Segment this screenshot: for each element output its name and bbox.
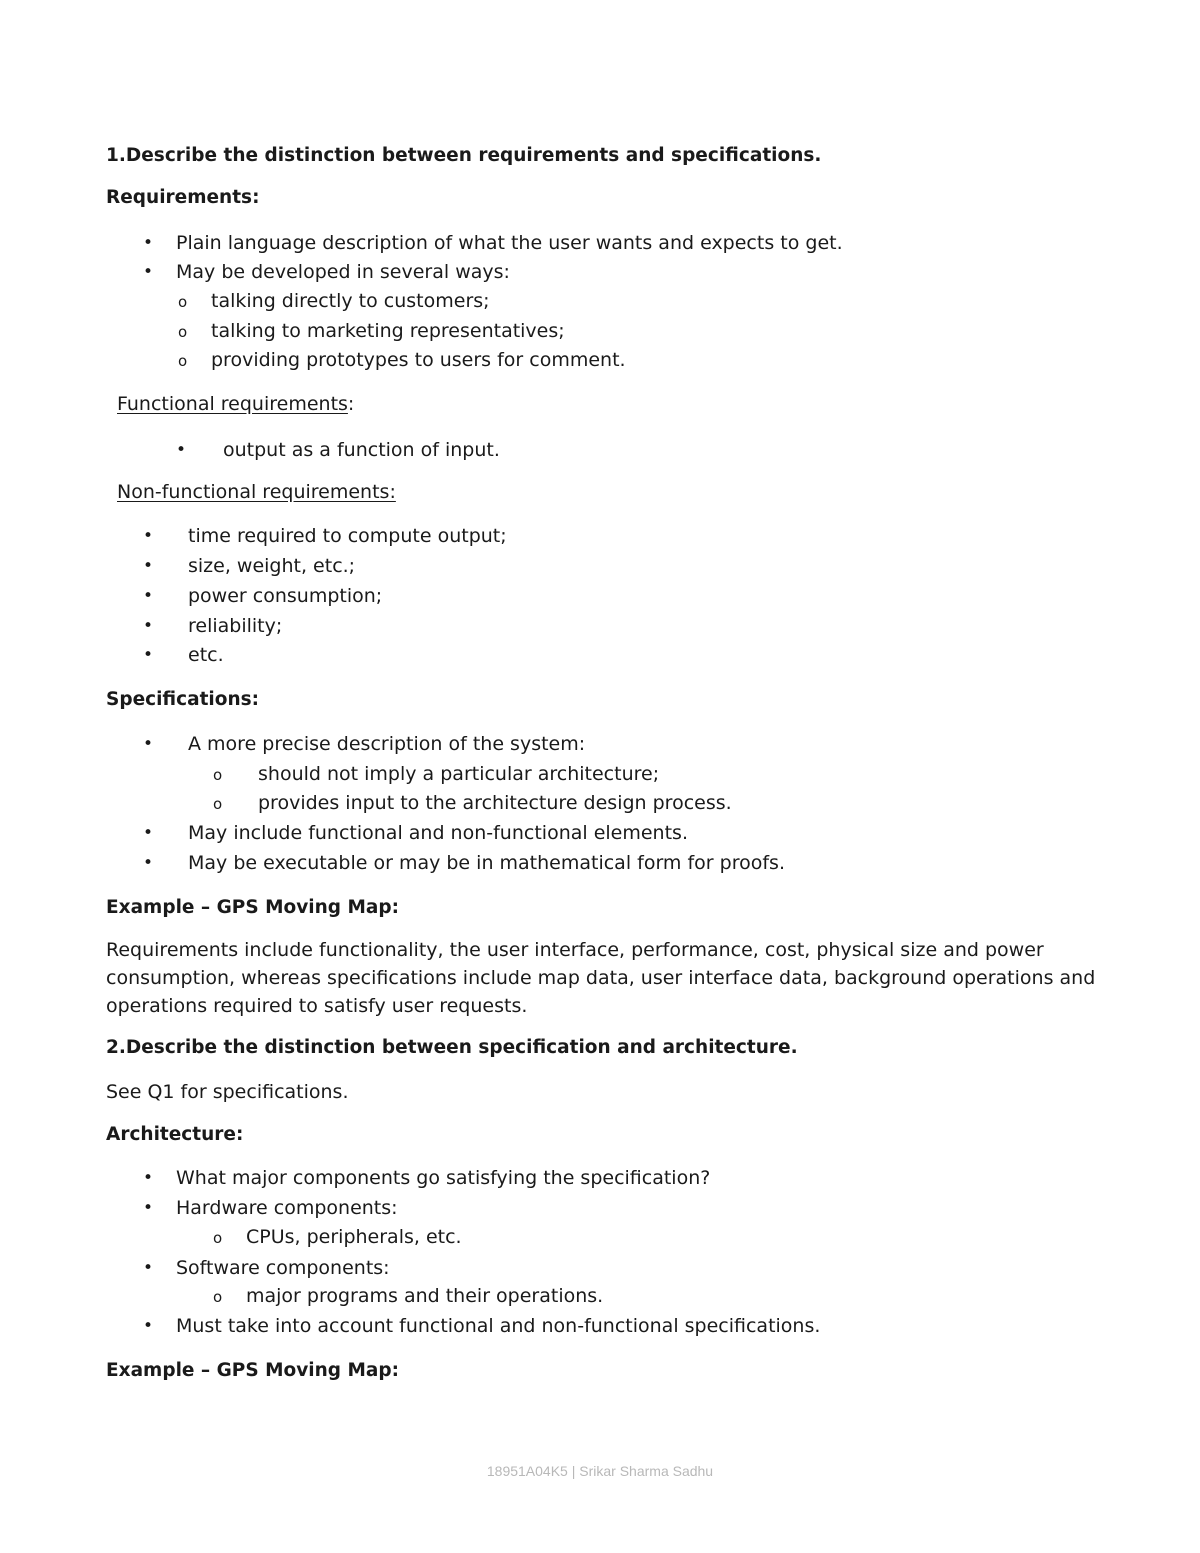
sub-bullet-icon: o <box>178 352 188 370</box>
example-label: Example – GPS Moving Map: <box>106 897 400 918</box>
sub-list-item: should not imply a particular architecture; <box>258 763 660 785</box>
bullet-icon: • <box>143 1198 154 1218</box>
bullet-icon: • <box>143 1168 154 1188</box>
bullet-icon: • <box>143 734 154 754</box>
bullet-icon: • <box>143 853 154 873</box>
list-item: A more precise description of the system: <box>188 733 586 755</box>
list-item: Hardware components: <box>176 1197 398 1219</box>
list-item: reliability; <box>188 615 283 637</box>
sub-bullet-icon: o <box>213 795 223 813</box>
list-item: May be developed in several ways: <box>176 261 510 283</box>
sub-list-item: talking directly to customers; <box>211 290 490 312</box>
sub-list-item: CPUs, peripherals, etc. <box>246 1226 462 1248</box>
nonfunctional-requirements-label: Non-functional requirements: <box>117 481 396 503</box>
list-item: Software components: <box>176 1257 390 1279</box>
bullet-icon: • <box>143 823 154 843</box>
list-item: output as a function of input. <box>223 439 500 461</box>
specifications-label: Specifications: <box>106 689 260 710</box>
bullet-icon: • <box>143 262 154 282</box>
sub-bullet-icon: o <box>213 766 223 784</box>
requirements-label: Requirements: <box>106 187 260 208</box>
page-footer: 18951A04K5 | Srikar Sharma Sadhu <box>486 1463 714 1479</box>
sub-bullet-icon: o <box>213 1229 223 1247</box>
list-item: size, weight, etc.; <box>188 555 356 577</box>
architecture-label: Architecture: <box>106 1124 244 1145</box>
example-label: Example – GPS Moving Map: <box>106 1360 400 1381</box>
bullet-icon: • <box>143 526 154 546</box>
sub-bullet-icon: o <box>213 1288 223 1306</box>
list-item: May be executable or may be in mathematical form for proofs. <box>188 852 785 874</box>
list-item: power consumption; <box>188 585 383 607</box>
sub-list-item: providing prototypes to users for comment. <box>211 349 626 371</box>
bullet-icon: • <box>143 616 154 636</box>
list-item: What major components go satisfying the specification? <box>176 1167 711 1189</box>
sub-list-item: talking to marketing representatives; <box>211 320 565 342</box>
functional-requirements-label: Functional requirements: <box>117 393 355 415</box>
bullet-icon: • <box>143 586 154 606</box>
list-item: time required to compute output; <box>188 525 507 547</box>
q2-heading: 2.Describe the distinction between specification and architecture. <box>106 1037 798 1058</box>
bullet-icon: • <box>143 1316 154 1336</box>
q1-heading: 1.Describe the distinction between requirements and specifications. <box>106 145 822 166</box>
list-item: Must take into account functional and non-functional specifications. <box>176 1315 821 1337</box>
sub-list-item: provides input to the architecture design process. <box>258 792 732 814</box>
bullet-icon: • <box>143 233 154 253</box>
list-item: Plain language description of what the user wants and expects to get. <box>176 232 843 254</box>
sub-list-item: major programs and their operations. <box>246 1285 604 1307</box>
list-item: May include functional and non-functional elements. <box>188 822 688 844</box>
bullet-icon: • <box>176 440 187 460</box>
sub-bullet-icon: o <box>178 293 188 311</box>
sub-bullet-icon: o <box>178 323 188 341</box>
bullet-icon: • <box>143 1258 154 1278</box>
bullet-icon: • <box>143 645 154 665</box>
bullet-icon: • <box>143 556 154 576</box>
list-item: etc. <box>188 644 224 666</box>
example-paragraph: Requirements include functionality, the user interface, performance, cost, physical size and power consumption, whereas specifications include map data, user interface data, background operations and operations required to satisfy user requests. <box>106 939 1096 1017</box>
see-q1-text: See Q1 for specifications. <box>106 1081 349 1103</box>
